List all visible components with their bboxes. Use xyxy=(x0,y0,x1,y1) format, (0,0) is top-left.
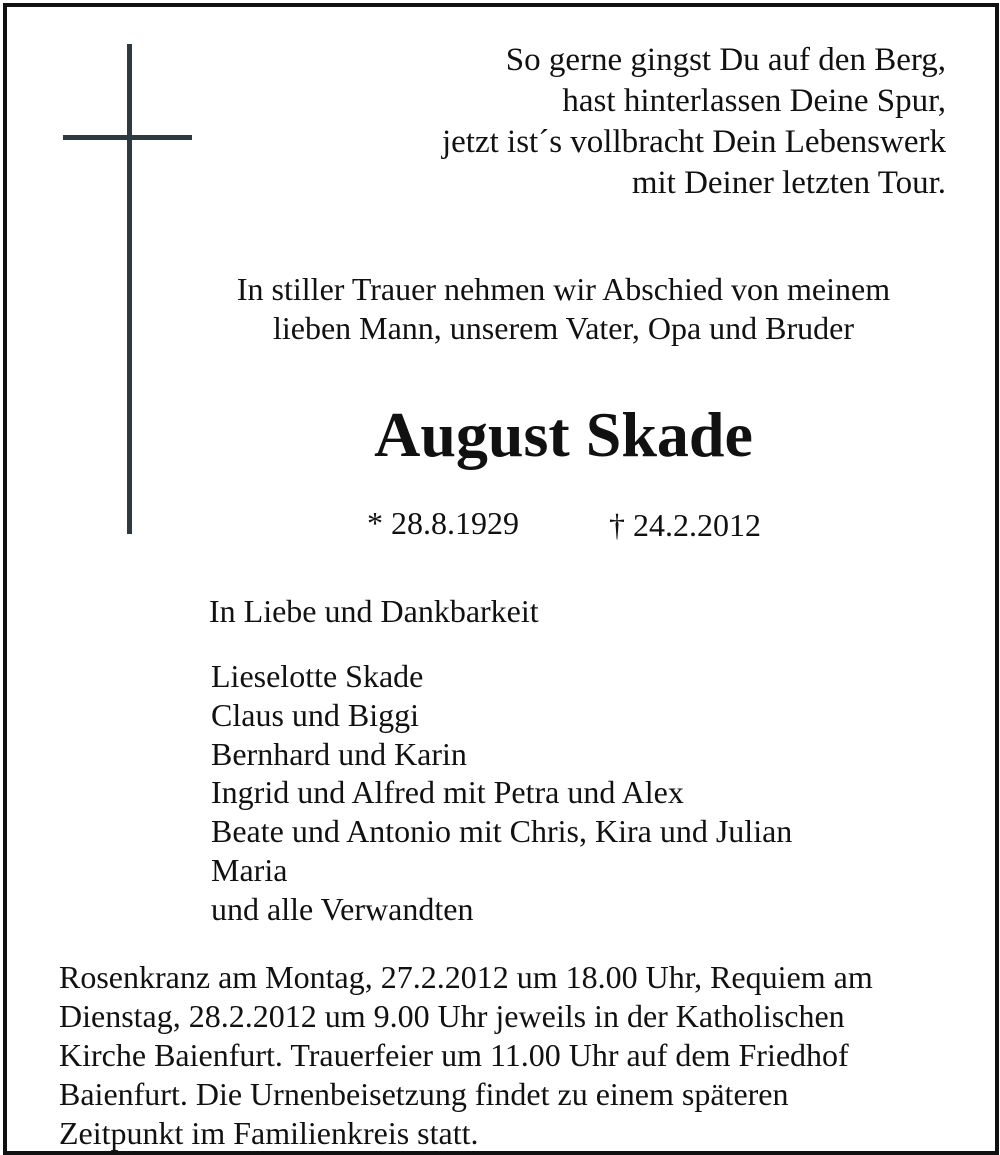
poem-line: mit Deiner letzten Tour. xyxy=(631,165,946,201)
deceased-name: August Skade xyxy=(374,399,753,470)
service-line: Zeitpunkt im Familienkreis statt. xyxy=(59,1115,479,1151)
poem xyxy=(442,40,946,204)
mourner-item: Bernhard und Karin xyxy=(211,735,467,772)
birth-date: * 28.8.1929 xyxy=(367,505,519,541)
thanks-line: In Liebe und Dankbarkeit xyxy=(209,593,539,629)
mourner-item: Beate und Antonio mit Chris, Kira und Julian xyxy=(211,813,793,850)
service-line: Kirche Baienfurt. Trauerfeier um 11.00 Uhr auf dem Friedhof xyxy=(59,1037,849,1073)
cross-vertical-bar xyxy=(127,44,132,534)
mourner-item: Claus und Biggi xyxy=(211,696,420,733)
mourners-list xyxy=(211,657,792,929)
mourner-item: Lieselotte Skade xyxy=(211,658,424,694)
mourner-item: und alle Verwandten xyxy=(211,890,474,927)
cross-horizontal-bar xyxy=(63,135,192,140)
death-date: † 24.2.2012 xyxy=(609,507,761,543)
service-line: Baienfurt. Die Urnenbeisetzung findet zu einem späteren xyxy=(59,1076,789,1112)
intro-line: lieben Mann, unserem Vater, Opa und Bruder xyxy=(272,310,855,346)
poem-line: So gerne gingst Du auf den Berg, xyxy=(505,42,946,78)
intro-line: In stiller Trauer nehmen wir Abschied von meinem xyxy=(236,271,891,307)
service-line: Rosenkranz am Montag, 27.2.2012 um 18.00 Uhr, Requiem am xyxy=(59,959,873,995)
mourner-item: Ingrid und Alfred mit Petra und Alex xyxy=(211,774,684,811)
service-info xyxy=(59,958,873,1153)
mourning-intro xyxy=(160,270,967,348)
poem-line: hast hinterlassen Deine Spur, xyxy=(562,83,946,119)
poem-line: jetzt ist´s vollbracht Dein Lebenswerk xyxy=(441,124,946,160)
mourner-item: Maria xyxy=(211,851,288,888)
service-line: Dienstag, 28.2.2012 um 9.00 Uhr jeweils in der Katholischen xyxy=(59,998,845,1034)
